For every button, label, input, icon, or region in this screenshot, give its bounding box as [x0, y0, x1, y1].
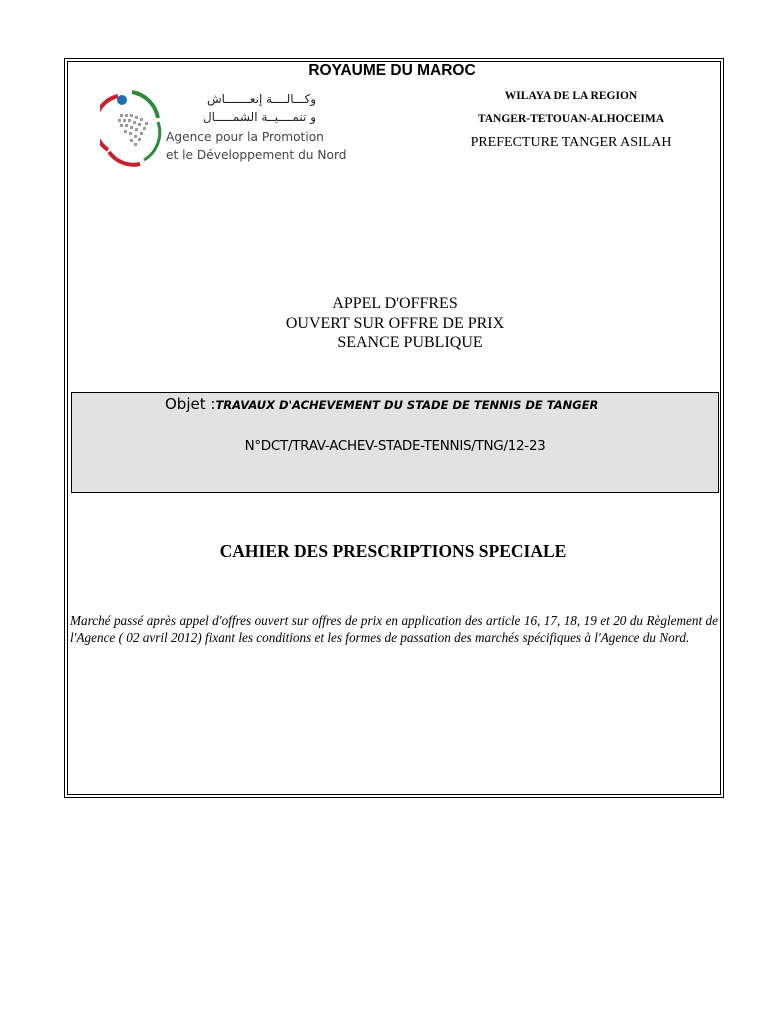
logo-arabic-line1: وكـــالــــة إنعـــــــاش [206, 92, 316, 106]
agency-logo [100, 88, 347, 168]
objet-box [71, 392, 719, 493]
objet-value: TRAVAUX D'ACHEVEMENT DU STADE DE TENNIS DE TANGER [215, 398, 599, 412]
kingdom-title: ROYAUME DU MAROC [308, 62, 476, 79]
objet-line [165, 395, 598, 414]
objet-label: Objet : [165, 395, 216, 413]
tender-type-line2: OUVERT SUR OFFRE DE PRIX [285, 315, 505, 332]
tender-type-line3: SEANCE PUBLIQUE [337, 334, 483, 351]
agency-logo-emblem-icon [100, 88, 164, 168]
tender-reference: N°DCT/TRAV-ACHEV-STADE-TENNIS/TNG/12-23 [244, 438, 546, 454]
logo-french-line2: et le Développement du Nord [166, 148, 347, 162]
marche-paragraph: Marché passé après appel d'offres ouvert sur offres de prix en application des article 16, 17, 18, 19 et 20 du Règlement de l'Agence ( 02 avril 2012) fixant les conditions et les formes de passation des marchés spécifiques à l'Agence du Nord. [70, 613, 718, 646]
cps-title: CAHIER DES PRESCRIPTIONS SPECIALE [219, 541, 567, 561]
logo-french-line1: Agence pour la Promotion [166, 130, 324, 144]
wilaya-line2: TANGER-TETOUAN-ALHOCEIMA [477, 113, 665, 125]
logo-arabic-line2: و تنمــــيــة الشمـــــال [202, 110, 316, 124]
prefecture: PREFECTURE TANGER ASILAH [470, 135, 672, 150]
tender-type-line1: APPEL D'OFFRES [332, 295, 458, 312]
wilaya-line1: WILAYA DE LA REGION [504, 90, 638, 102]
